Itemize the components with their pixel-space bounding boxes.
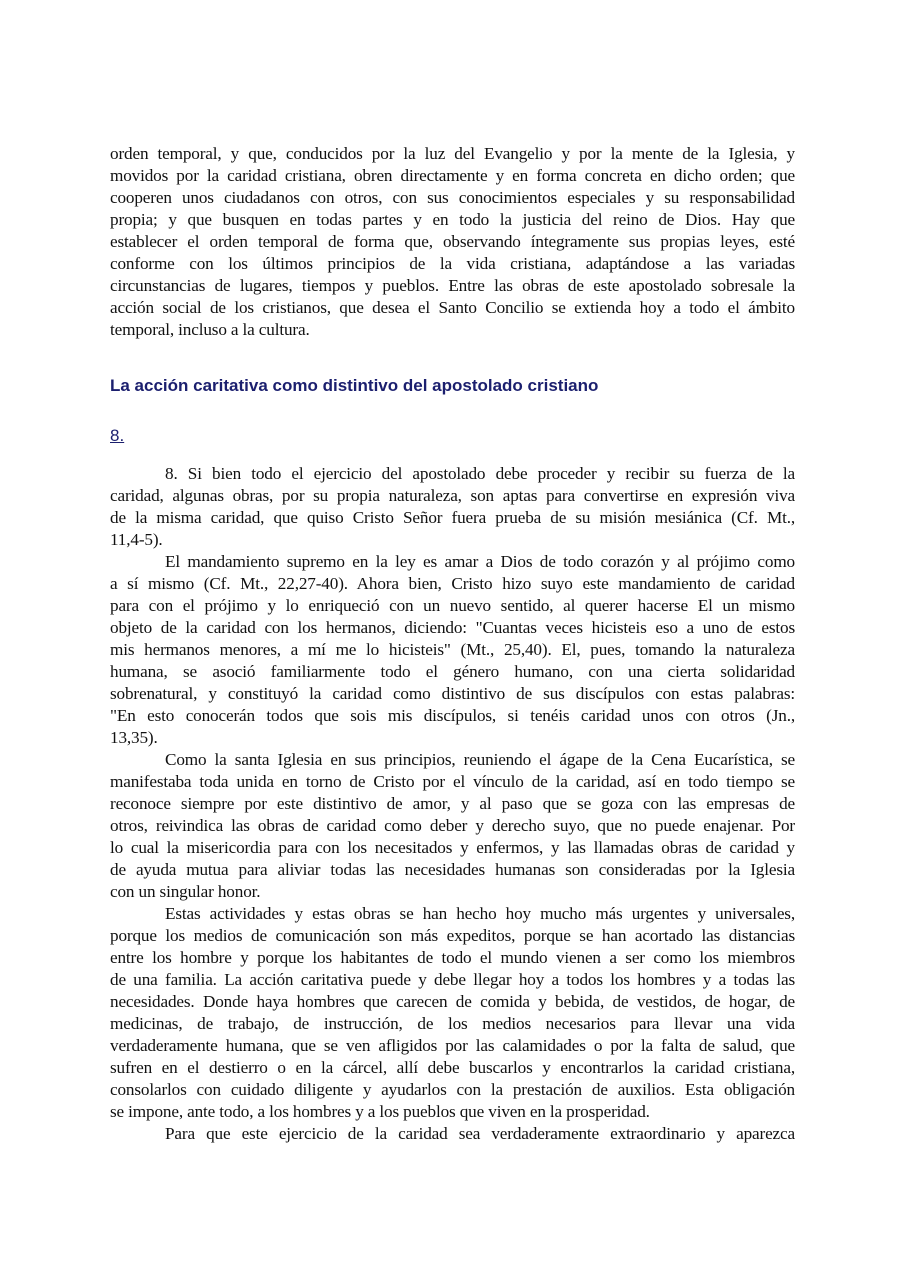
text-line: se impone, ante todo, a los hombres y a los pueblos que viven en la prosperidad. bbox=[110, 1102, 650, 1121]
text-line: sufren en el destierro o en la cárcel, allí debe buscarlos y encontrarlos la caridad cristiana, bbox=[110, 1058, 795, 1077]
text-line: movidos por la caridad cristiana, obren directamente y en forma concreta en dicho orden; que bbox=[110, 166, 795, 185]
text-line: establecer el orden temporal de forma que, observando íntegramente sus propias leyes, esté bbox=[110, 232, 795, 251]
paragraph-2 bbox=[110, 551, 795, 749]
paragraph-3 bbox=[110, 749, 795, 903]
text-line: para con el prójimo y lo enriqueció con un nuevo sentido, al querer hacerse El un mismo bbox=[110, 596, 795, 615]
text-line: acción social de los cristianos, que desea el Santo Concilio se extienda hoy a todo el ámbito bbox=[110, 298, 795, 317]
text-line: 8. Si bien todo el ejercicio del apostolado debe proceder y recibir su fuerza de la bbox=[165, 464, 795, 483]
spacer bbox=[110, 447, 795, 463]
text-line: a sí mismo (Cf. Mt., 22,27-40). Ahora bien, Cristo hizo suyo este mandamiento de caridad bbox=[110, 574, 795, 593]
text-line: manifestaba toda unida en torno de Cristo por el vínculo de la caridad, así en todo tiempo se bbox=[110, 772, 795, 791]
text-line: propia; y que busquen en todas partes y en todo la justicia del reino de Dios. Hay que bbox=[110, 210, 795, 229]
text-line: 11,4-5). bbox=[110, 530, 163, 549]
text-line: mis hermanos menores, a mí me lo hicisteis" (Mt., 25,40). El, pues, tomando la naturaleza bbox=[110, 640, 795, 659]
text-line: orden temporal, y que, conducidos por la luz del Evangelio y por la mente de la Iglesia, y bbox=[110, 144, 795, 163]
text-line: temporal, incluso a la cultura. bbox=[110, 320, 310, 339]
text-line: sobrenatural, y constituyó la caridad como distintivo de sus discípulos con estas palabras: bbox=[110, 684, 795, 703]
text-line: Para que este ejercicio de la caridad sea verdaderamente extraordinario y aparezca bbox=[165, 1124, 795, 1143]
text-line: humana, se asoció familiarmente todo el género humano, con una cierta solidaridad bbox=[110, 662, 795, 681]
text-line: de ayuda mutua para aliviar todas las necesidades humanas son consideradas por la Iglesia bbox=[110, 860, 795, 879]
text-line: verdaderamente humana, que se ven afligidos por las calamidades o por la falta de salud, que bbox=[110, 1036, 795, 1055]
text-line: 13,35). bbox=[110, 728, 158, 747]
text-line: El mandamiento supremo en la ley es amar a Dios de todo corazón y al prójimo como bbox=[165, 552, 795, 571]
text-line: porque los medios de comunicación son más expeditos, porque se han acortado las distancias bbox=[110, 926, 795, 945]
paragraph-1 bbox=[110, 463, 795, 551]
text-line: de la misma caridad, que quiso Cristo Señor fuera prueba de su misión mesiánica (Cf. Mt., bbox=[110, 508, 795, 527]
text-line: lo cual la misericordia para con los necesitados y enfermos, y las llamadas obras de caridad y bbox=[110, 838, 795, 857]
text-line: objeto de la caridad con los hermanos, diciendo: "Cuantas veces hicisteis eso a uno de estos bbox=[110, 618, 795, 637]
section-number-link[interactable]: 8. bbox=[110, 426, 125, 445]
text-line: caridad, algunas obras, por su propia naturaleza, son aptas para convertirse en expresión viva bbox=[110, 486, 795, 505]
text-line: reconoce siempre por este distintivo de amor, y al paso que se goza con las empresas de bbox=[110, 794, 795, 813]
text-line: con un singular honor. bbox=[110, 882, 261, 901]
text-line: necesidades. Donde haya hombres que carecen de comida y bebida, de vestidos, de hogar, de bbox=[110, 992, 795, 1011]
text-line: Estas actividades y estas obras se han hecho hoy mucho más urgentes y universales, bbox=[165, 904, 795, 923]
text-line: cooperen unos ciudadanos con otros, con sus conocimientos especiales y su responsabilidad bbox=[110, 188, 795, 207]
text-line: de una familia. La acción caritativa puede y debe llegar hoy a todos los hombres y a todas las bbox=[110, 970, 795, 989]
text-line: "En esto conocerán todos que sois mis discípulos, si tenéis caridad unos con otros (Jn., bbox=[110, 706, 795, 725]
text-line: consolarlos con cuidado diligente y ayudarlos con la prestación de auxilios. Esta obligación bbox=[110, 1080, 795, 1099]
paragraph-5 bbox=[110, 1123, 795, 1145]
intro-paragraph bbox=[110, 143, 795, 341]
text-line: Como la santa Iglesia en sus principios, reuniendo el ágape de la Cena Eucarística, se bbox=[165, 750, 795, 769]
text-line: conforme con los últimos principios de la vida cristiana, adaptándose a las variadas bbox=[110, 254, 795, 273]
paragraph-4 bbox=[110, 903, 795, 1123]
text-line: medicinas, de trabajo, de instrucción, de los medios necesarios para llevar una vida bbox=[110, 1014, 795, 1033]
text-line: otros, reivindica las obras de caridad como deber y derecho suyo, que no puede enajenar. Por bbox=[110, 816, 795, 835]
text-line: entre los hombre y porque los habitantes de todo el mundo vienen a ser como los miembros bbox=[110, 948, 795, 967]
section-heading: La acción caritativa como distintivo del apostolado cristiano bbox=[110, 376, 599, 395]
text-line: circunstancias de lugares, tiempos y pueblos. Entre las obras de este apostolado sobresale la bbox=[110, 276, 795, 295]
document-page bbox=[110, 143, 795, 1145]
